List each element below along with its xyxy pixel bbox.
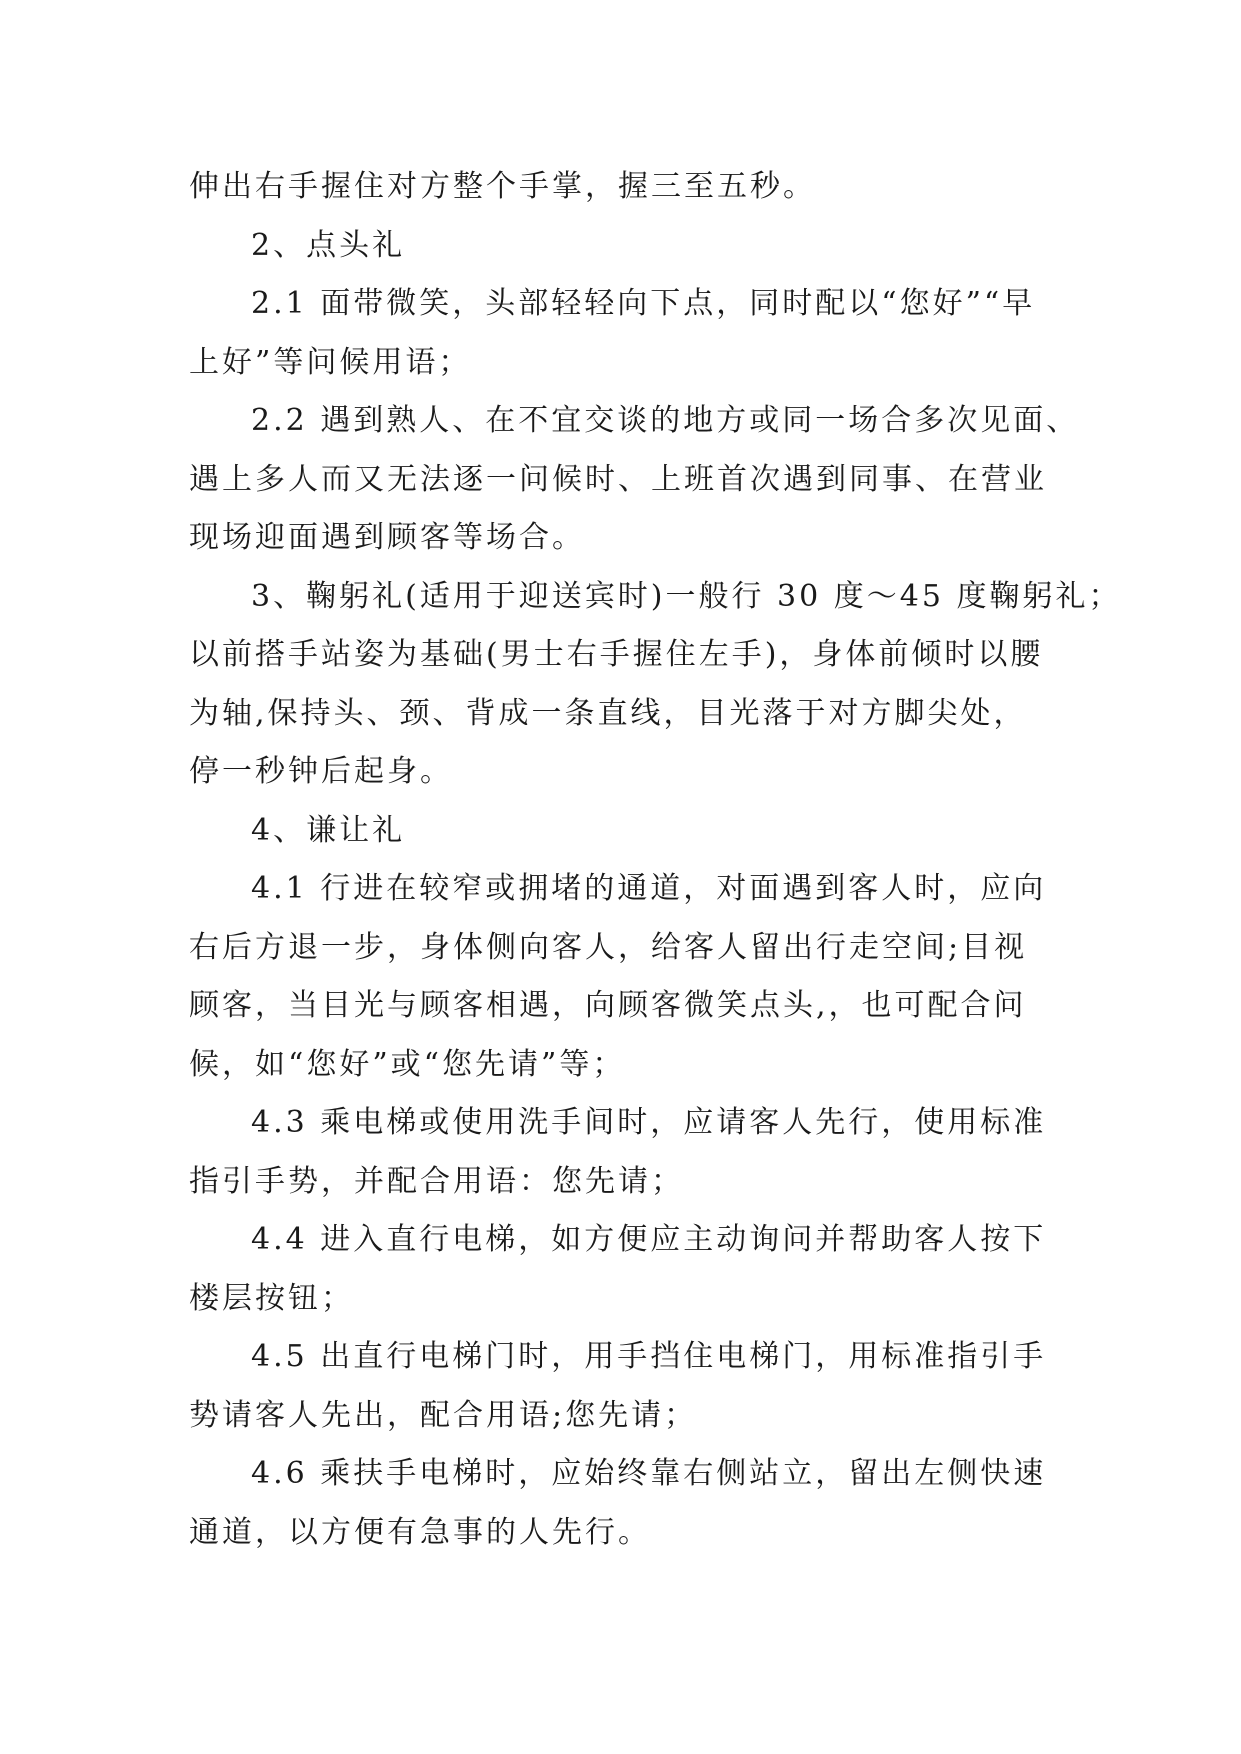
text-line: 候，如“您好”或“您先请”等； — [189, 1046, 626, 1082]
text-line: 4.1 行进在较窄或拥堵的通道，对面遇到客人时，应向 — [251, 871, 1047, 906]
text-line: 遇上多人而又无法逐一问候时、上班首次遇到同事、在营业 — [189, 461, 1047, 497]
text-line: 4.4 进入直行电梯，如方便应主动询问并帮助客人按下 — [251, 1222, 1047, 1257]
text-line: 上好”等问候用语； — [189, 344, 472, 380]
section-heading-2: 2、点头礼 — [251, 227, 406, 263]
text-line: 4.3 乘电梯或使用洗手间时，应请客人先行，使用标准 — [251, 1105, 1047, 1140]
text-line: 顾客，当目光与顾客相遇，向顾客微笑点头,，也可配合问 — [189, 988, 1027, 1023]
section-heading-3: 3、鞠躬礼(适用于迎送宾时)一般行 30 度～45 度鞠躬礼； — [251, 578, 1122, 614]
text-line: 现场迎面遇到顾客等场合。 — [189, 520, 585, 555]
text-line: 2.1 面带微笑，头部轻轻向下点，同时配以“您好”“早 — [251, 286, 1036, 321]
text-line: 停一秒钟后起身。 — [189, 754, 453, 789]
document-body — [189, 158, 1122, 1562]
text-line: 以前搭手站姿为基础(男士右手握住左手)，身体前倾时以腰 — [189, 637, 1044, 672]
text-line: 为轴,保持头、颈、背成一条直线，目光落于对方脚尖处， — [189, 695, 1027, 731]
text-line: 4.5 出直行电梯门时，用手挡住电梯门，用标准指引手 — [251, 1339, 1047, 1374]
text-line: 势请客人先出，配合用语;您先请； — [189, 1397, 698, 1433]
section-heading-4: 4、谦让礼 — [251, 812, 406, 848]
text-line: 楼层按钮； — [189, 1280, 354, 1316]
text-line: 指引手势，并配合用语：您先请； — [189, 1163, 684, 1199]
text-line: 4.6 乘扶手电梯时，应始终靠右侧站立，留出左侧快速 — [251, 1456, 1047, 1491]
text-line: 右后方退一步，身体侧向客人，给客人留出行走空间;目视 — [189, 929, 1028, 965]
text-line: 2.2 遇到熟人、在不宜交谈的地方或同一场合多次见面、 — [251, 403, 1080, 438]
text-line: 通道，以方便有急事的人先行。 — [189, 1514, 651, 1550]
text-line: 伸出右手握住对方整个手掌，握三至五秒。 — [189, 169, 816, 204]
